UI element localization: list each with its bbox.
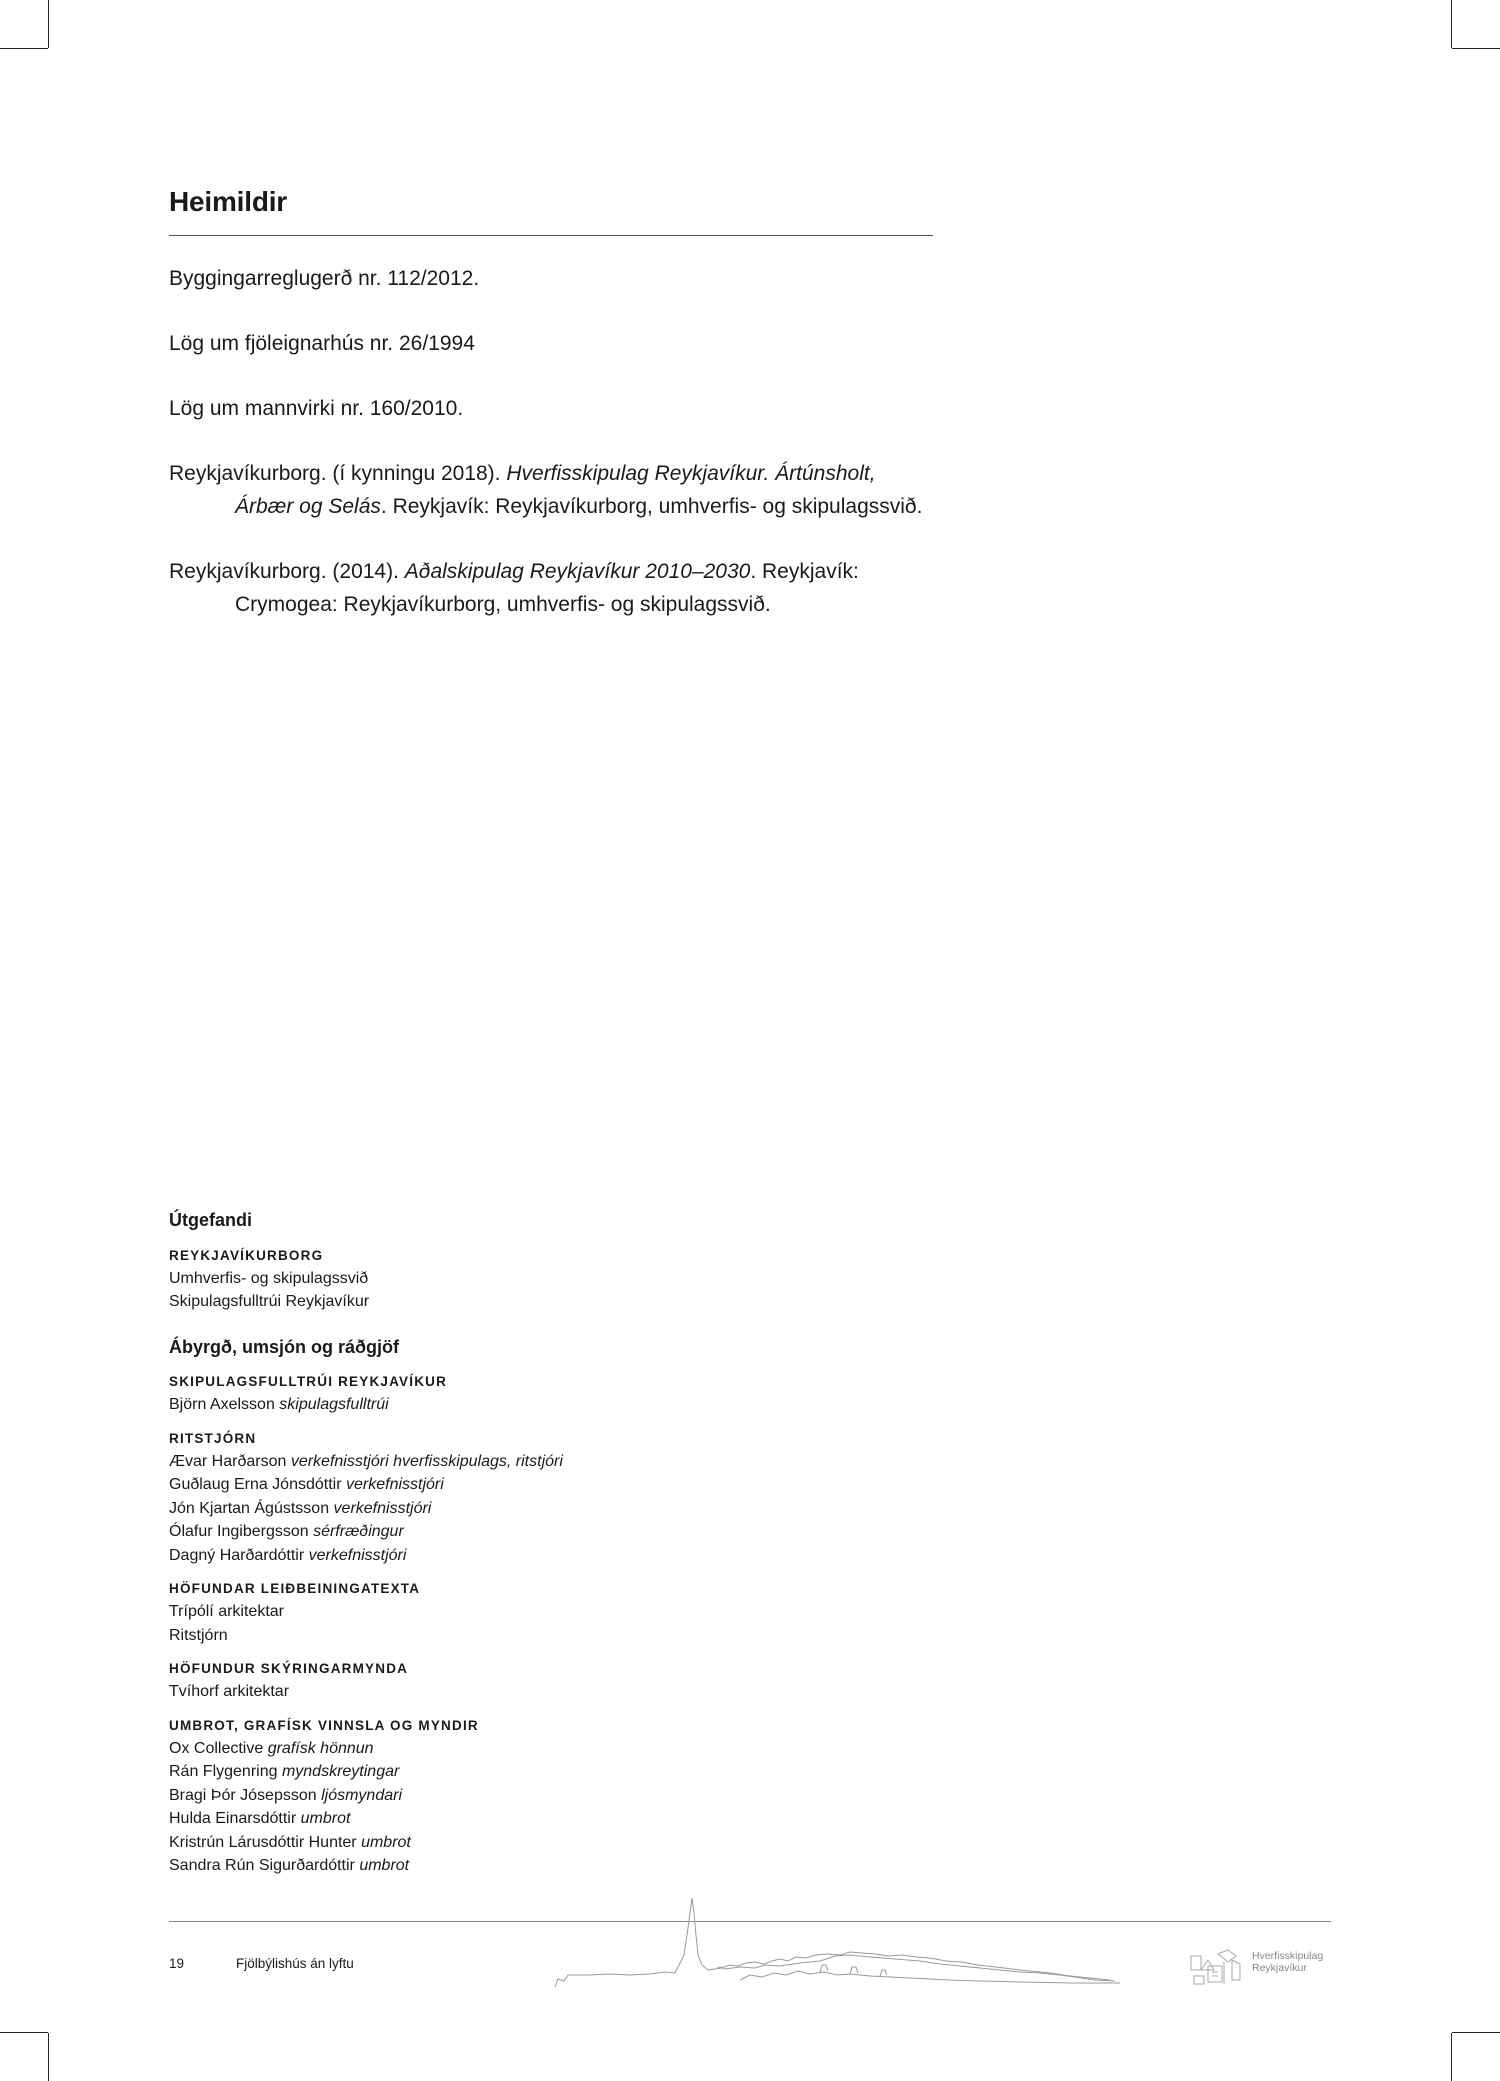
credit-line — [169, 1520, 869, 1544]
credit-name: Umhverfis- og skipulagssvið — [169, 1269, 369, 1287]
page-number: 19 — [169, 1956, 185, 1971]
credit-line — [169, 1600, 869, 1624]
credit-role: verkefnisstjóri — [333, 1499, 432, 1517]
reference-entry — [169, 327, 929, 360]
credit-role: grafísk hönnun — [267, 1739, 374, 1757]
heading-divider — [169, 235, 933, 236]
credit-name: Hulda Einarsdóttir — [169, 1810, 301, 1827]
reference-text: Byggingarreglugerð nr. 112/2012. — [169, 267, 480, 290]
credit-group — [169, 1245, 869, 1314]
colophon — [169, 1209, 869, 1889]
crop-mark — [1451, 2033, 1452, 2081]
credit-group — [169, 1715, 869, 1878]
credit-line — [169, 1450, 869, 1474]
reference-text: . Reykjavík: Reykjavíkurborg, umhverfis- og skipulagssvið. — [380, 495, 923, 518]
reference-title: Aðalskipulag Reykjavíkur 2010–2030 — [404, 560, 751, 583]
credit-role: verkefnisstjóri — [346, 1476, 444, 1493]
reference-entry — [169, 457, 929, 523]
credit-line — [169, 1831, 869, 1855]
credit-line — [169, 1544, 869, 1568]
reference-list — [169, 262, 929, 653]
credit-group — [169, 1428, 869, 1568]
credit-name: Sandra Rún Sigurðardóttir — [169, 1857, 360, 1874]
city-skyline-illustration — [550, 1895, 1130, 1990]
colophon-section-title: Ábyrgð, umsjón og ráðgjöf — [169, 1336, 399, 1357]
credit-line — [169, 1473, 869, 1497]
credit-name: Ólafur Ingibergsson — [169, 1523, 314, 1540]
credit-role: sérfræðingur — [313, 1523, 404, 1540]
credit-group-heading: SKIPULAGSFULLTRÚI REYKJAVÍKUR — [169, 1374, 448, 1389]
credit-role: myndskreytingar — [281, 1763, 400, 1780]
credit-name: Bragi Þór Jósepsson — [169, 1786, 322, 1804]
credit-name: Skipulagsfulltrúi Reykjavíkur — [169, 1293, 370, 1310]
reference-title: Hverfisskipulag Reykjavíkur. Ártúnsholt, Árbær og Selás — [235, 462, 876, 518]
colophon-section-title: Útgefandi — [169, 1210, 252, 1230]
credit-role: umbrot — [361, 1833, 411, 1851]
page-heading: Heimildir — [169, 186, 288, 217]
credit-line — [169, 1784, 869, 1808]
credit-line — [169, 1267, 869, 1291]
crop-mark — [48, 0, 49, 48]
reference-entry — [169, 392, 929, 425]
credit-line — [169, 1854, 869, 1878]
credit-group-heading: RITSTJÓRN — [169, 1430, 257, 1446]
credit-line — [169, 1737, 869, 1761]
credit-line — [169, 1497, 869, 1521]
credit-line — [169, 1760, 869, 1784]
logo-wordmark-line1: Hverfisskipulag — [1252, 1950, 1324, 1962]
credit-line — [169, 1807, 869, 1831]
credit-name: Jón Kjartan Ágústsson — [169, 1499, 334, 1517]
credit-name: Ævar Harðarson — [169, 1452, 291, 1470]
reference-text: Reykjavíkurborg. (2014). — [169, 560, 405, 583]
credit-group — [169, 1658, 869, 1704]
crop-mark — [1451, 0, 1452, 48]
credit-group — [169, 1578, 869, 1647]
credit-name: Guðlaug Erna Jónsdóttir — [169, 1476, 346, 1493]
reference-text: . Reykjavík: Crymogea: Reykjavíkurborg, umhverfis- og skipulagssvið. — [235, 560, 859, 616]
credit-line — [169, 1290, 869, 1314]
credit-group-heading: HÖFUNDUR SKÝRINGARMYNDA — [169, 1661, 409, 1676]
reference-text: Lög um fjöleignarhús nr. 26/1994 — [169, 332, 475, 355]
credit-role: verkefnisstjóri hverfisskipulags, ritstjóri — [290, 1452, 563, 1470]
crop-mark — [0, 2032, 48, 2033]
credit-role: umbrot — [300, 1810, 351, 1827]
credit-line — [169, 1393, 869, 1417]
credit-role: ljósmyndari — [321, 1786, 402, 1804]
logo-wordmark-line2: Reykjavíkur — [1252, 1962, 1307, 1974]
reference-text: Reykjavíkurborg. (í kynningu 2018). — [169, 462, 507, 485]
credit-name: Tvíhorf arkitektar — [169, 1683, 290, 1700]
document-title: Fjölbýlishús án lyftu — [236, 1956, 354, 1971]
credit-group-heading: HÖFUNDAR LEIÐBEININGATEXTA — [169, 1581, 421, 1596]
reference-entry — [169, 262, 929, 295]
credit-group — [169, 1371, 869, 1417]
credit-role: umbrot — [359, 1857, 410, 1874]
reference-entry — [169, 555, 929, 621]
credit-line — [169, 1624, 869, 1648]
crop-mark — [1452, 48, 1500, 49]
credit-name: Trípólí arkitektar — [169, 1603, 284, 1620]
credit-line — [169, 1680, 869, 1704]
crop-mark — [0, 48, 48, 49]
credit-name: Ox Collective — [169, 1739, 268, 1757]
credit-name: Dagný Harðardóttir — [169, 1546, 309, 1564]
crop-mark — [48, 2033, 49, 2081]
credit-group-heading: REYKJAVÍKURBORG — [169, 1247, 324, 1263]
reference-text: Lög um mannvirki nr. 160/2010. — [169, 397, 464, 420]
credit-name: Rán Flygenring — [169, 1763, 282, 1780]
logo-wordmark — [1252, 1950, 1323, 1974]
hverfisskipulag-logo-icon — [1188, 1946, 1248, 1986]
credit-name: Ritstjórn — [169, 1626, 228, 1644]
colophon-section — [169, 1209, 869, 1314]
colophon-section — [169, 1336, 869, 1878]
credit-name: Kristrún Lárusdóttir Hunter — [169, 1833, 362, 1851]
credit-role: verkefnisstjóri — [308, 1546, 407, 1564]
credit-group-heading: UMBROT, GRAFÍSK VINNSLA OG MYNDIR — [169, 1717, 479, 1733]
credit-name: Björn Axelsson — [169, 1396, 280, 1413]
credit-role: skipulagsfulltrúi — [279, 1396, 389, 1413]
crop-mark — [1452, 2032, 1500, 2033]
